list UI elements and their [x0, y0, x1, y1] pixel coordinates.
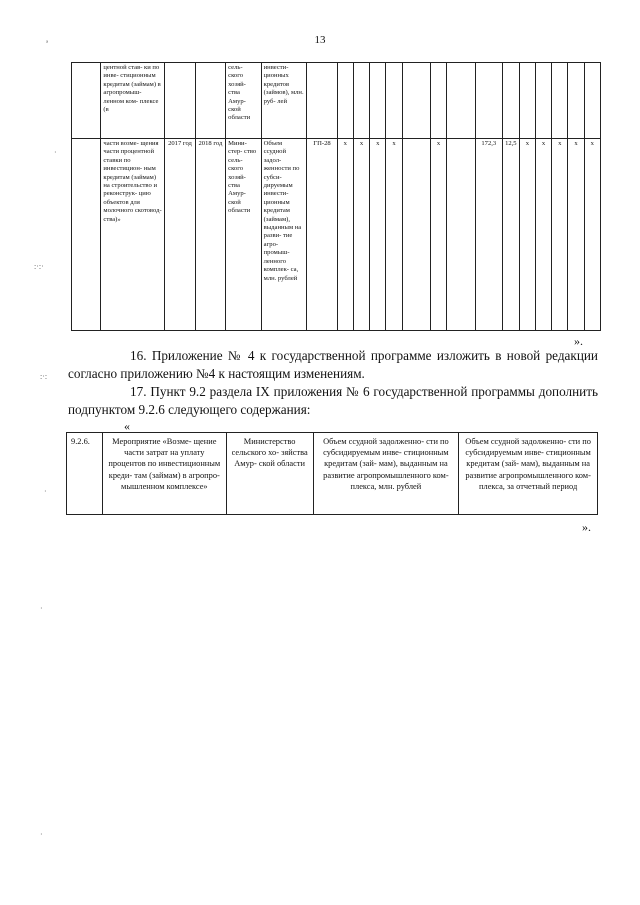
value-cell: 12,5	[502, 139, 519, 331]
indicator-period-cell: Объем ссудной задолженно- сти по субсидируемым инве- стиционным кредитам (зай- мам), выданным на развитие агропромышленного ком- плекса, за отчетный период	[459, 433, 598, 515]
indicator-cell: инвести- ционных кредитов (займов), млн. руб- лей	[261, 63, 307, 139]
value-cell: x	[552, 139, 568, 331]
code-cell: ГП-28	[307, 139, 337, 331]
item-number-cell: 9.2.6.	[67, 433, 103, 515]
page-number: 13	[314, 34, 326, 46]
opening-quote: «	[124, 419, 130, 433]
value-cell: x	[430, 139, 446, 331]
value-cell: x	[568, 139, 584, 331]
closing-quote: ».	[582, 520, 591, 534]
value-cell: x	[535, 139, 551, 331]
value-cell: x	[519, 139, 535, 331]
subparagraph-table	[66, 432, 598, 515]
value-cell: x	[353, 139, 369, 331]
measure-name-cell: центной став- ки по инве- стиционным кредитам (займам) в агропромыш- ленном ком- плексе (в	[101, 63, 165, 139]
value-cell: x	[584, 139, 600, 331]
indicator-cell: Объем ссудной задол- женности по субси- дируемым инвести- ционным кредитам (займам), выданным на разви- тие агро- промыш- ленного комплек- са, млн. рублей	[261, 139, 307, 331]
executor-cell: Мини- стер- ство сель- ского хозяй- ства Амур- ской области	[226, 139, 262, 331]
table-row	[72, 139, 601, 331]
value-cell: 172,3	[475, 139, 502, 331]
margin-mark: ·	[40, 604, 43, 613]
margin-mark: :·:·	[34, 262, 44, 271]
measure-name-cell: части возме- щения части процентной ставки по инвестицион- ным кредитам (займам) на строительство и реконструк- цию объектов для молочного скотовод- ства)»	[101, 139, 165, 331]
indicators-table	[71, 62, 601, 331]
indicator-cell: Объем ссудной задолженно- сти по субсидируемым инве- стиционным кредитам (зай- мам), выданным на развитие агропромышленного ком- плекса, млн. рублей	[313, 433, 459, 515]
value-cell: x	[386, 139, 402, 331]
end-year-cell: 2018 год	[195, 139, 225, 331]
value-cell: x	[337, 139, 353, 331]
margin-mark: ᵊ	[46, 38, 49, 47]
table-row	[72, 63, 601, 139]
executor-cell: Министерство сельского хо- зяйства Амур- ской области	[226, 433, 313, 515]
value-cell	[447, 139, 475, 331]
margin-mark: ·	[40, 830, 43, 839]
value-cell: x	[370, 139, 386, 331]
value-cell	[402, 139, 430, 331]
margin-mark: ·	[44, 487, 47, 496]
paragraph-17: 17. Пункт 9.2 раздела IX приложения № 6 государственной программы дополнить подпунктом 9.2.6 следующего содержания:	[68, 384, 598, 417]
start-year-cell: 2017 год	[165, 139, 195, 331]
executor-cell: сель- ского хозяй- ства Амур- ской области	[226, 63, 262, 139]
closing-quote: ».	[574, 334, 583, 348]
margin-mark: ·	[54, 148, 57, 157]
margin-mark: :·:	[40, 372, 48, 381]
paragraph-16: 16. Приложение № 4 к государственной программе изложить в новой редакции согласно приложению №4 к настоящим изменениям.	[68, 348, 598, 381]
measure-cell: Мероприятие «Возме- щение части затрат на уплату процентов по инвестиционным креди- там (займам) в агропро- мышленном комплексе»	[102, 433, 226, 515]
table-row	[67, 433, 598, 515]
